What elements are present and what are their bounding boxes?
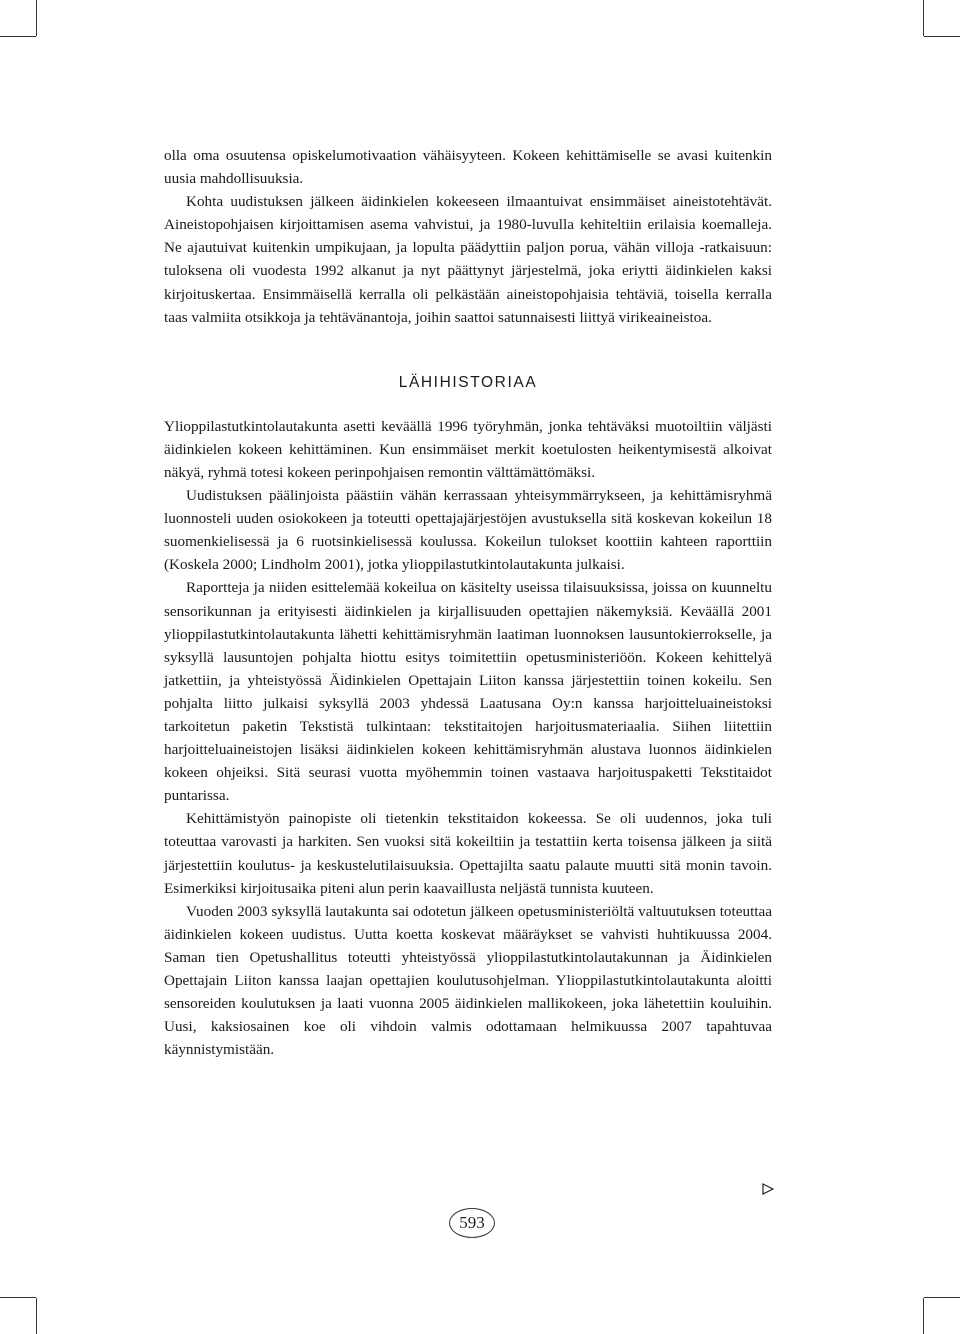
paragraph-continuation: olla oma osuutensa opiskelumotivaation vähäisyyteen. Kokeen kehittämiselle se avasi kuitenkin uusia mahdollisuuksia. — [164, 147, 772, 188]
paragraph: Uudistuksen päälinjoista päästiin vähän kerrassaan yhteisymmärrykseen, ja kehittämisryhmä luonnosteli uuden osiokokeen ja toteutti opettajajärjestöjen avustuksella sitä koskevan kokeilun 18 suomenkielisessä ja 6 ruotsinkielisessä koulussa. Kokeilun tulokset koottiin kahteen raporttiin (Koskela 2000; Lindholm 2001), jotka ylioppilastutkintolautakunta julkaisi. — [164, 487, 772, 574]
paragraph: Vuoden 2003 syksyllä lautakunta sai odotetun jälkeen opetusministeriöltä valtuutuksen toteuttaa äidinkielen kokeen uudistus. Uutta koetta koskevat määräykset se vahvisti huhtikuussa 2004. Saman tien Opetushallitus toteutti yhteistyössä ylioppilastutkintolautakunnan ja Äidinkielen Opettajain Liiton kanssa laajan opettajien koulutusohjelman. Ylioppilastutkintolautakunta aloitti sensoreiden koulutuksen ja laati vuonna 2005 äidinkielen mallikokeen, joka lähetettiin kouluihin. Uusi, kaksiosainen koe oli vihdoin valmis odottamaan helmikuussa 2007 tapahtuvaa käynnistymistään. — [164, 902, 772, 1059]
crop-mark-top-left — [36, 0, 37, 36]
paragraph: Kohta uudistuksen jälkeen äidinkielen kokeeseen ilmaantuivat ensimmäiset aineistotehtävät. Aineistopohjaisen kirjoittamisen asema vahvistui, ja 1980-luvulla kehiteltiin erilaisia koemalleja. Ne ajautuivat kuitenkin umpikujaan, ja lopulta päädyttiin paljon porua, vähän villoja -ratkaisuun: tuloksena oli vuodesta 1992 alkanut ja nyt päättynyt järjestelmä, joka eriytti äidinkielen kaksi kirjoituskertaa. Ensimmäisellä kerralla oli pelkästään aineistopohjaisia tehtäviä, toisella kerralla taas valmiita otsikkoja ja tehtävänantoja, joihin saattoi satunnaisesti liittyä virikeaineistoa. — [164, 193, 772, 326]
crop-mark-top-right-horizontal — [924, 36, 960, 37]
crop-mark-bottom-left — [36, 1298, 37, 1334]
crop-mark-bottom-left-horizontal — [0, 1297, 36, 1298]
paragraph: Ylioppilastutkintolautakunta asetti keväällä 1996 työryhmän, jonka tehtäväksi muotoiltiin väljästi äidinkielen kokeen kehittäminen. Kun ensimmäiset merkit koetulosten heikentymisestä alkoivat näkyä, ryhmä totesi kokeen perinpohjaisen remontin välttämättömäksi. — [164, 417, 772, 481]
page-body — [164, 144, 772, 1061]
crop-mark-bottom-right — [923, 1298, 924, 1334]
crop-mark-top-left-horizontal — [0, 36, 36, 37]
crop-mark-top-right — [923, 0, 924, 36]
triangle-right-icon — [762, 1183, 774, 1195]
paragraph: Kehittämistyön painopiste oli tietenkin tekstitaidon kokeessa. Se oli uudennos, joka tuli toteuttaa varovasti ja harkiten. Sen vuoksi sitä kokeiltiin ja testattiin kerta toisensa jälkeen ja siitä järjestettiin koulutus- ja keskustelutilaisuuksia. Opettajilta saatu palaute muutti sitä monin tavoin. Esimerkiksi kirjoitusaika piteni alun perin kaavaillusta neljästä tunnista kuuteen. — [164, 810, 772, 897]
crop-mark-bottom-right-horizontal — [924, 1297, 960, 1298]
section-heading: LÄHIHISTORIAA — [398, 373, 538, 391]
page-number: 593 — [449, 1208, 495, 1238]
paragraph: Raportteja ja niiden esittelemää kokeilua on käsitelty useissa tilaisuuksissa, joissa on kuunneltu sensorikunnan ja erityisesti äidinkielen ja kirjallisuuden opettajien näkemyksiä. Keväällä 2001 ylioppilastutkintolautakunta lähetti kehittämisryhmän laatiman luonnoksen lausuntokierrokselle, ja syksyllä lausuntojen pohjalta hiottu esitys toimitettiin opetusministeriöön. Kokeen kehittelyä jatkettiin, ja yhteistyössä Äidinkielen Opettajain Liiton kanssa järjestettiin toinen kokeilu. Sen pohjalta liitto julkaisi syksyllä 2003 yhdessä Laatusana Oy:n kanssa harjoitteluaineistoksi tarkoitetun paketin Tekstistä tulkintaan: tekstitaitojen harjoitusmateriaalia. Siihen liitettiin harjoitteluaineistojen lisäksi äidinkielen kokeen kehittämisryhmän alustava luonnos äidinkielen kokeen ohjeiksi. Sitä seurasi vuotta myöhemmin toinen vastaava harjoituspaketti Tekstitaidot puntarissa. — [164, 579, 772, 805]
